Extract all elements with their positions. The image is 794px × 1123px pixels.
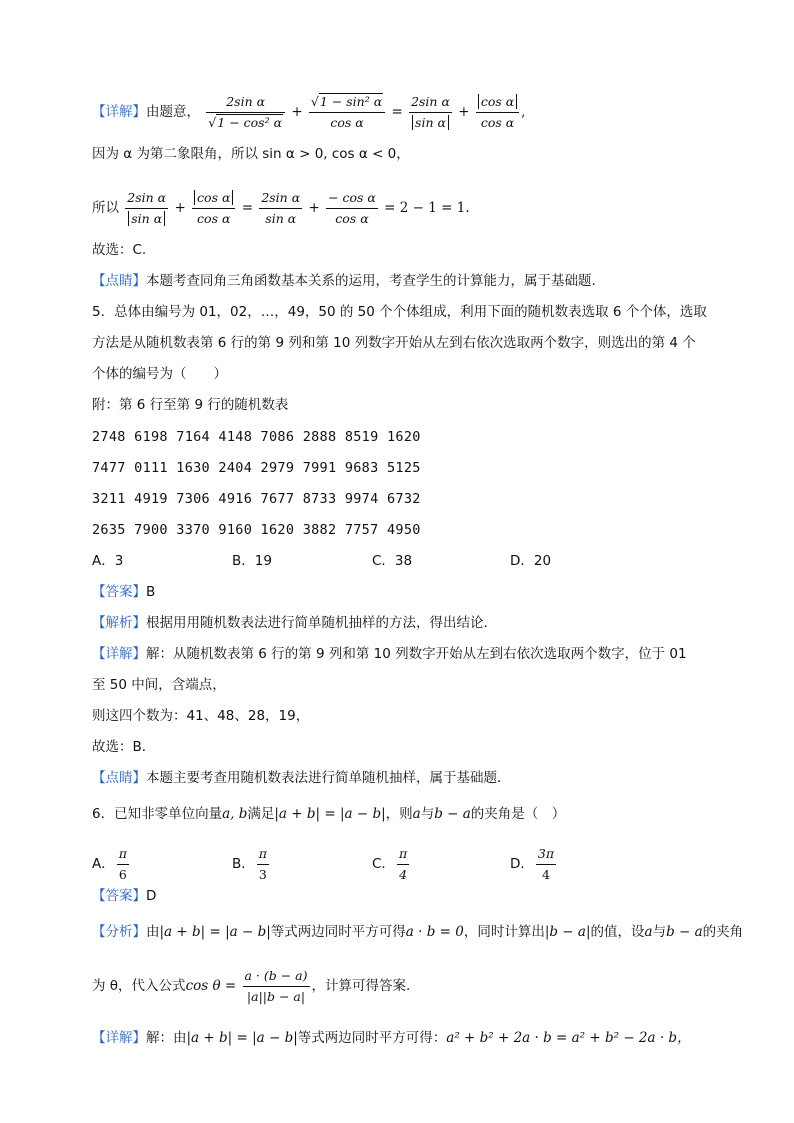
q6-stem: 6．已知非零单位向量a, b满足|a + b| = |a − b|，则a与b − a的夹角是（ ）	[92, 806, 566, 822]
random-table-row-8: 3211 4919 7306 4916 7677 8733 9974 6732	[92, 491, 421, 507]
q4-detail-line: 【详解】由题意， $\frac{\text{2sin α}}{\text{√1 − cos² α}}$ + $\frac{\text{√1 − sin² α}}{\text{cos α}}$ = $\frac{\text{2sin α}}{\text{sin α}}$ + $\frac{\text{cos α}}{\text{cos α}}$ ,	[92, 92, 525, 133]
fraction: $\frac{\text{2sin α}}{\text{sin α}}$	[125, 188, 168, 229]
q5-appendix: 附：第 6 行至第 9 行的随机数表	[92, 397, 289, 413]
q5-options	[92, 551, 710, 571]
random-table-row-7: 7477 0111 1630 2404 2979 7991 9683 5125	[92, 460, 421, 476]
q6-analysis-1: 【分析】由|a + b| = |a − b|等式两边同时平方可得a · b = 0，同时计算出|b − a|的值，设a与b − a的夹角	[92, 924, 744, 940]
option-a: A． $\frac{\pi}{6}$	[92, 844, 131, 885]
q6-options	[92, 844, 710, 880]
option-b: B．19	[232, 553, 272, 569]
q5-detail-2: 至 50 中间，含端点，	[92, 677, 226, 693]
q6-answer: 【答案】D	[92, 888, 157, 904]
random-table-row-6: 2748 6198 7164 4148 7086 2888 8519 1620	[92, 429, 421, 445]
option-a: A．3	[92, 553, 124, 569]
q6-analysis-2: 为 θ，代入公式cos θ = $\frac{a \cdot (b - a)}{|a||b - a|}$ ，计算可得答案.	[92, 966, 410, 1007]
detail-lead: 由题意，	[146, 104, 200, 120]
fraction: $\frac{\text{2sin α}}{\text{sin α}}$	[259, 188, 302, 229]
random-table-row-9: 2635 7900 3370 9160 1620 3882 7757 4950	[92, 522, 421, 538]
fraction: $\frac{\text{2sin α}}{\text{sin α}}$	[409, 92, 452, 133]
detail-tag: 【详解】	[92, 104, 146, 120]
q5-detail-1: 【详解】解：从随机数表第 6 行的第 9 列和第 10 列数字开始从左到右依次选取两个数字，位于 01	[92, 646, 687, 662]
fraction: $\frac{\text{cos α}}{\text{cos α}}$	[476, 92, 519, 133]
q6-detail: 【详解】解：由|a + b| = |a − b|等式两边同时平方可得：a² + b² + 2a · b = a² + b² − 2a · b，	[92, 1030, 691, 1046]
option-d: D． $\frac{3\pi}{4}$	[510, 844, 558, 885]
option-c: C．38	[372, 553, 413, 569]
q4-comment: 【点睛】本题考查同角三角函数基本关系的运用，考查学生的计算能力，属于基础题.	[92, 273, 596, 289]
q5-answer: 【答案】B	[92, 584, 156, 600]
q4-choose: 故选：C.	[92, 242, 147, 258]
q4-line2: 因为 α 为第二象限角，所以 sin α > 0, cos α < 0，	[92, 146, 410, 162]
fraction: $\frac{a \cdot (b - a)}{|a||b - a|}$	[243, 966, 310, 1007]
q4-line3: 所以 $\frac{\text{2sin α}}{\text{sin α}}$ + $\frac{\text{cos α}}{\text{cos α}}$ = $\frac{\text{2sin α}}{\text{sin α}}$ + $\frac{\text{− cos α}}{\text{cos α}}$ = 2 − 1 = 1.	[92, 188, 470, 229]
fraction: $\frac{\text{√1 − sin² α}}{\text{cos α}}$	[309, 92, 385, 133]
q5-stem-2: 方法是从随机数表第 6 行的第 9 列和第 10 列数字开始从左到右依次选取两个数字，则选出的第 4 个	[92, 335, 696, 351]
option-c: C． $\frac{\pi}{4}$	[372, 844, 411, 885]
fraction: $\frac{\text{2sin α}}{\text{√1 − cos² α}}$	[206, 92, 285, 133]
q5-analysis: 【解析】根据用用随机数表法进行简单随机抽样的方法，得出结论．	[92, 615, 497, 631]
q5-choose: 故选：B．	[92, 739, 156, 755]
fraction: $\frac{\text{− cos α}}{\text{cos α}}$	[326, 188, 378, 229]
q5-stem-1: 5．总体由编号为 01，02，…，49，50 的 50 个个体组成，利用下面的随机数表选取 6 个个体，选取	[92, 304, 707, 320]
option-b: B． $\frac{\pi}{3}$	[232, 844, 271, 885]
q5-comment: 【点睛】本题主要考查用随机数表法进行简单随机抽样，属于基础题．	[92, 770, 511, 786]
option-d: D．20	[510, 553, 552, 569]
fraction: $\frac{\text{cos α}}{\text{cos α}}$	[192, 188, 235, 229]
q5-stem-3: 个体的编号为（ ）	[92, 366, 227, 382]
q5-detail-3: 则这四个数为：41、48、28，19，	[92, 708, 310, 724]
